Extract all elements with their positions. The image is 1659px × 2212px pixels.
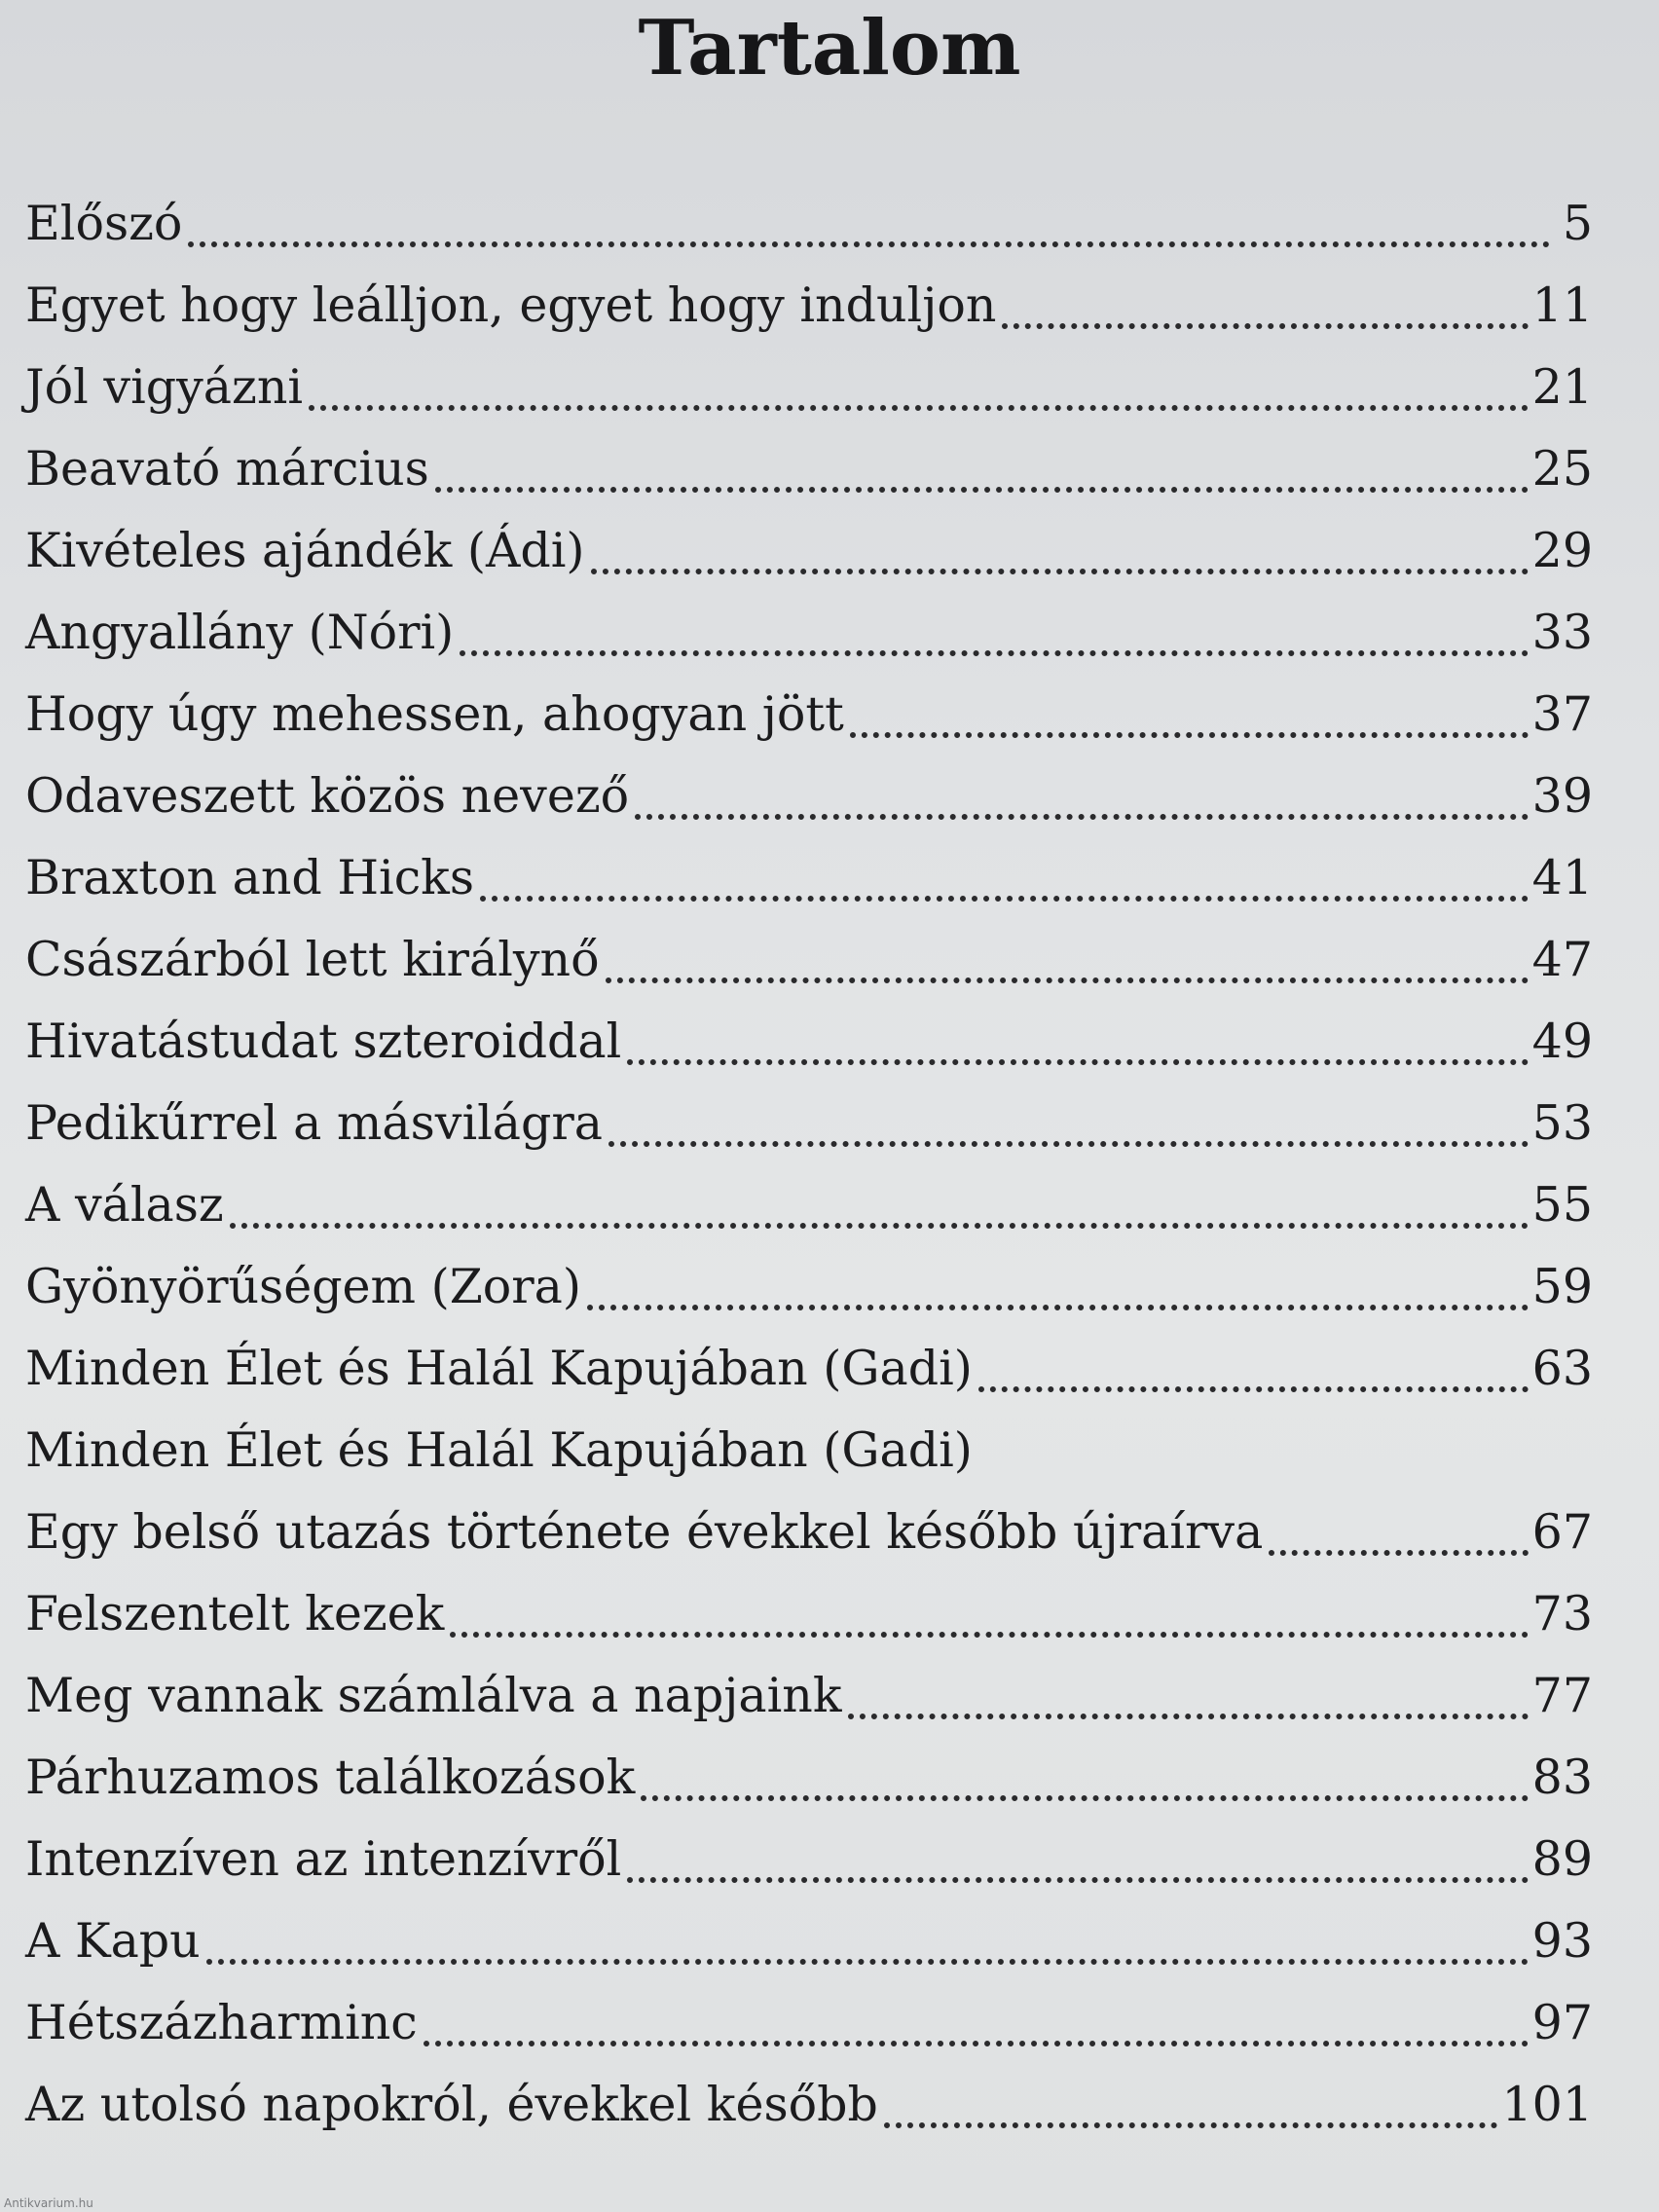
toc-entry-title: A Kapu (25, 1913, 201, 1969)
dot-leader (978, 1386, 1529, 1392)
toc-entry (25, 1410, 1593, 1573)
toc-entry-title: Hivatástudat szteroiddal (25, 1014, 622, 1069)
toc-entry (25, 1573, 1593, 1655)
toc-entry-title: Hétszázharminc (25, 1995, 418, 2050)
toc-entry-title: Kivételes ajándék (Ádi) (25, 523, 585, 578)
toc-entry-title: Intenzíven az intenzívről (25, 1831, 622, 1887)
dot-leader (460, 650, 1528, 656)
toc-entry (25, 1001, 1593, 1083)
toc-entry-title: Pedikűrrel a másvilágra (25, 1095, 604, 1151)
dot-leader (309, 405, 1529, 411)
toc-entry (25, 1655, 1593, 1737)
dot-leader (450, 1632, 1528, 1638)
toc-entry (25, 1819, 1593, 1900)
toc-entry-title: Odaveszett közös nevező (25, 768, 630, 824)
dot-leader (848, 1714, 1529, 1719)
toc-entry-page: 29 (1531, 523, 1593, 578)
toc-entry (25, 1083, 1593, 1164)
toc-entry (25, 1164, 1593, 1246)
toc-entry-page: 11 (1531, 277, 1593, 333)
dot-leader (188, 241, 1550, 247)
toc-entry (25, 2064, 1593, 2146)
toc-entry-title: Felszentelt kezek (25, 1586, 445, 1641)
dot-leader (606, 977, 1529, 983)
watermark: Antikvarium.hu (4, 2196, 93, 2210)
toc-entry (25, 347, 1593, 428)
toc-entry-title: Az utolsó napokról, évekkel később (25, 2077, 878, 2132)
toc-entry-page: 101 (1501, 2077, 1593, 2132)
dot-leader (627, 1059, 1528, 1065)
toc-entry (25, 1328, 1593, 1410)
toc-entry (25, 592, 1593, 674)
toc-entry-page: 67 (1531, 1504, 1593, 1560)
toc-entry (25, 756, 1593, 837)
toc-entry-page: 5 (1562, 196, 1593, 251)
toc-entry-title: Beavató március (25, 441, 429, 497)
table-of-contents (25, 183, 1593, 2146)
toc-entry (25, 1900, 1593, 1982)
toc-entry (25, 674, 1593, 756)
toc-entry-page: 37 (1531, 686, 1593, 742)
toc-entry-title: Egyet hogy leálljon, egyet hogy induljon (25, 277, 997, 333)
dot-leader (635, 814, 1529, 820)
dot-leader (1002, 323, 1528, 329)
toc-entry-title: Braxton and Hicks (25, 850, 475, 905)
toc-entry-title: Minden Élet és Halál Kapujában (Gadi) (25, 1341, 973, 1396)
dot-leader (627, 1877, 1528, 1883)
toc-entry (25, 1737, 1593, 1819)
toc-entry-title-line2: Egy belső utazás története évekkel később újraírva (25, 1504, 1264, 1560)
toc-entry-page: 21 (1531, 359, 1593, 415)
toc-entry-title: Párhuzamos találkozások (25, 1750, 636, 1805)
toc-entry-page: 47 (1531, 932, 1593, 987)
toc-entry-page: 77 (1531, 1668, 1593, 1723)
toc-entry (25, 1982, 1593, 2064)
dot-leader (591, 569, 1529, 574)
dot-leader (608, 1141, 1529, 1147)
toc-entry-page: 41 (1531, 850, 1593, 905)
toc-entry-page: 25 (1531, 441, 1593, 497)
toc-entry-page: 73 (1531, 1586, 1593, 1641)
dot-leader (1269, 1550, 1528, 1556)
dot-leader (480, 896, 1529, 902)
toc-entry-title: Jól vigyázni (25, 359, 304, 415)
toc-entry-page: 55 (1531, 1177, 1593, 1233)
toc-entry-page: 33 (1531, 605, 1593, 660)
dot-leader (435, 487, 1529, 493)
toc-entry-page: 89 (1531, 1831, 1593, 1887)
toc-entry-page: 49 (1531, 1014, 1593, 1069)
dot-leader (424, 2041, 1529, 2046)
dot-leader (850, 732, 1529, 738)
toc-entry-page: 93 (1531, 1913, 1593, 1969)
dot-leader (641, 1795, 1528, 1801)
dot-leader (230, 1223, 1529, 1229)
toc-entry-title-line1: Minden Élet és Halál Kapujában (Gadi) (25, 1422, 973, 1478)
toc-entry (25, 183, 1593, 265)
toc-entry-title: Császárból lett királynő (25, 932, 600, 987)
page-title: Tartalom (638, 4, 1021, 92)
toc-entry-title (25, 1410, 1269, 1573)
toc-entry-page: 63 (1531, 1341, 1593, 1396)
toc-entry (25, 510, 1593, 592)
dot-leader (206, 1959, 1529, 1965)
toc-entry-page: 39 (1531, 768, 1593, 824)
toc-entry-page: 59 (1531, 1259, 1593, 1314)
toc-entry-title: Angyallány (Nóri) (25, 605, 455, 660)
toc-entry-title: Gyönyörűségem (Zora) (25, 1259, 582, 1314)
toc-entry (25, 1246, 1593, 1328)
toc-entry-page: 83 (1531, 1750, 1593, 1805)
toc-entry-title: Hogy úgy mehessen, ahogyan jött (25, 686, 844, 742)
toc-entry-page: 97 (1531, 1995, 1593, 2050)
toc-entry-title: Meg vannak számlálva a napjaink (25, 1668, 842, 1723)
toc-entry (25, 265, 1593, 347)
toc-entry-page: 53 (1531, 1095, 1593, 1151)
toc-entry (25, 428, 1593, 510)
toc-entry-title: Előszó (25, 196, 183, 251)
toc-entry (25, 919, 1593, 1001)
dot-leader (884, 2122, 1498, 2128)
dot-leader (587, 1305, 1529, 1310)
toc-entry-title: A válasz (25, 1177, 224, 1233)
toc-entry (25, 837, 1593, 919)
